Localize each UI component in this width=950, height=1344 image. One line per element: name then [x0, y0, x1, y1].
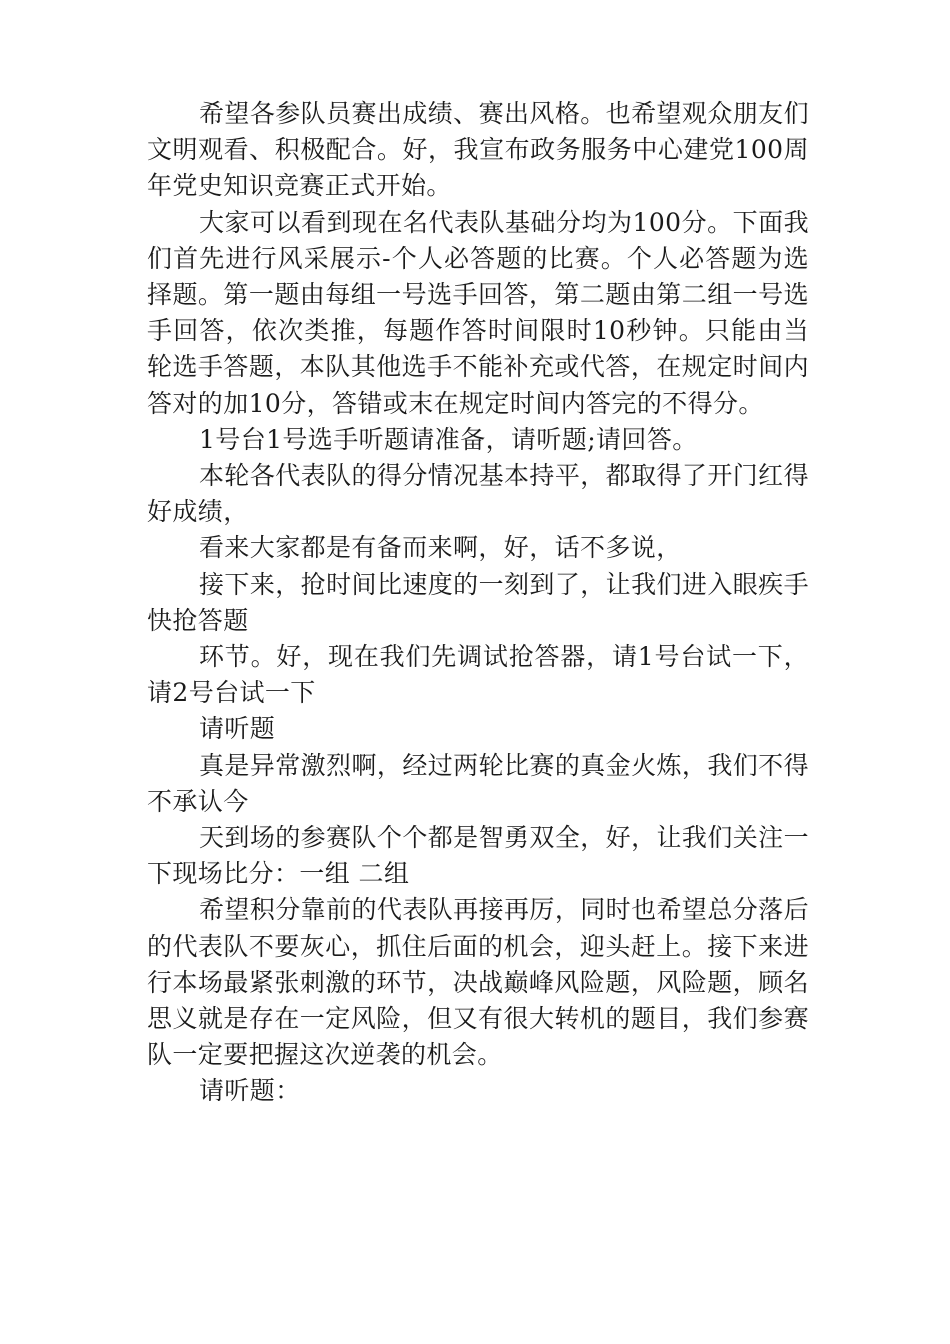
paragraph-10: 天到场的参赛队个个都是智勇双全，好，让我们关注一下现场比分：一组 二组: [147, 823, 809, 889]
paragraph-6: 接下来，抢时间比速度的一刻到了，让我们进入眼疾手快抢答题: [147, 569, 809, 635]
paragraph-8: 请听题: [199, 714, 276, 744]
paragraph-9: 真是异常激烈啊，经过两轮比赛的真金火炼，我们不得不承认今: [147, 750, 809, 816]
paragraph-2: 大家可以看到现在名代表队基础分均为100分。下面我们首先进行风采展示-个人必答题的比赛。个人必答题为选择题。第一题由每组一号选手回答，第二题由第二组一号选手回答，依次类推，每题作答时间限时10秒钟。只能由当轮选手答题，本队其他选手不能补充或代答，在规定时间内答对的加10分，答错或末在规定时间内答完的不得分。: [147, 207, 809, 418]
paragraph-1: 希望各参队员赛出成绩、赛出风格。也希望观众朋友们文明观看、积极配合。好，我宣布政务服务中心建党100周年党史知识竞赛正式开始。: [147, 99, 809, 201]
paragraph-11: 希望积分靠前的代表队再接再厉，同时也希望总分落后的代表队不要灰心，抓住后面的机会，迎头赶上。接下来进行本场最紧张刺激的环节，决战巅峰风险题，风险题，顾名思义就是存在一定风险，但又有很大转机的题目，我们参赛队一定要把握这次逆袭的机会。: [147, 895, 809, 1070]
paragraph-4: 本轮各代表队的得分情况基本持平，都取得了开门红得好成绩，: [147, 461, 809, 527]
paragraph-12: 请听题：: [199, 1076, 301, 1106]
paragraph-5: 看来大家都是有备而来啊，好，话不多说，: [199, 533, 682, 563]
paragraph-3: 1号台1号选手听题请准备，请听题;请回答。: [199, 424, 698, 454]
document-body: [147, 96, 809, 1110]
paragraph-7: 环节。好，现在我们先调试抢答器，请1号台试一下，请2号台试一下: [147, 642, 809, 708]
